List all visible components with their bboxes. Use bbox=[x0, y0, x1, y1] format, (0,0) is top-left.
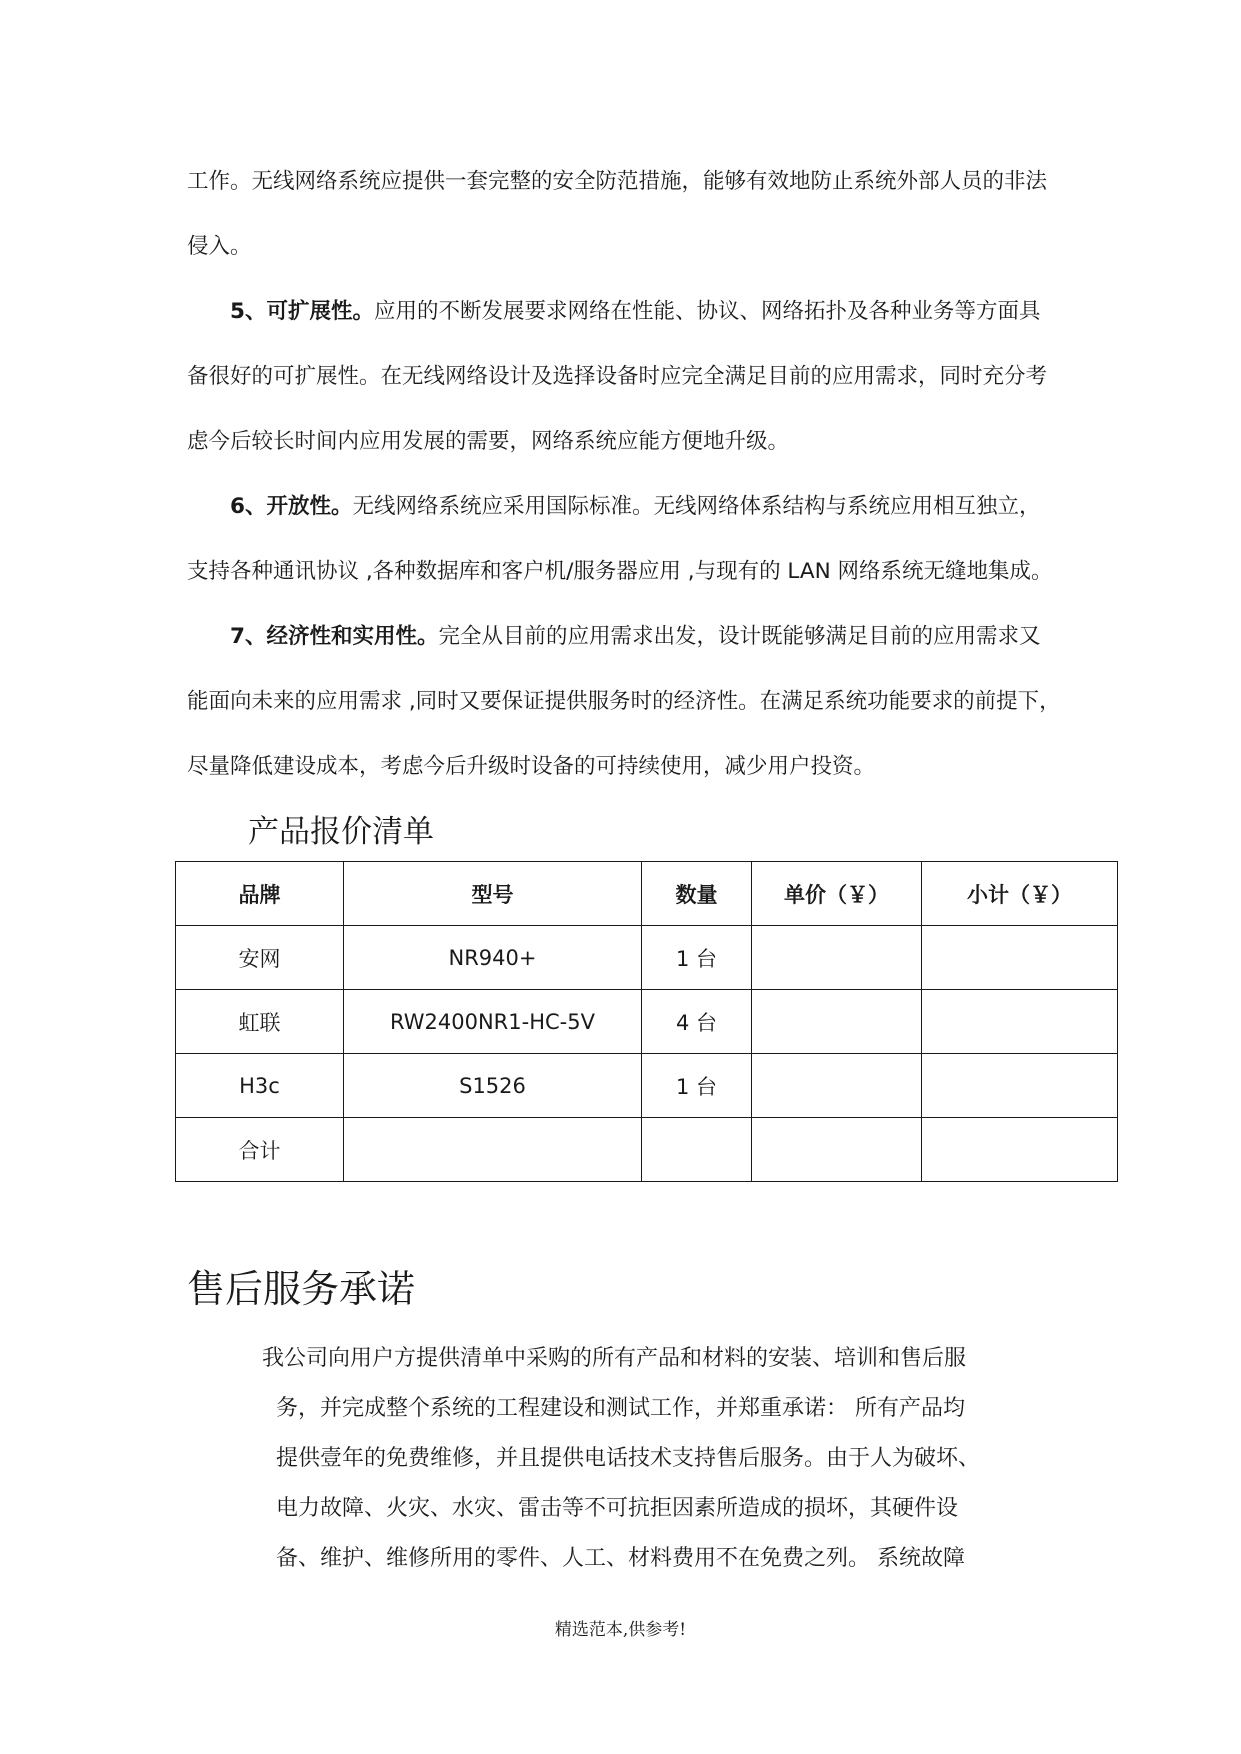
table-header-row bbox=[176, 862, 1118, 926]
paragraph-7-heading: 7、经济性和实用性。 bbox=[230, 624, 439, 649]
cell-subtotal bbox=[922, 1054, 1118, 1118]
cell-model bbox=[344, 1118, 642, 1182]
paragraph-line: 无线网络系统应采用国际标准。无线网络体系结构与系统应用相互独立， bbox=[352, 494, 1041, 519]
paragraph-6-first-line bbox=[230, 491, 1110, 523]
table-row bbox=[176, 1054, 1118, 1118]
after-sales-line: 备、维护、维修所用的零件、人工、材料费用不在免费之列。 系统故障 bbox=[276, 1546, 965, 1571]
after-sales-title: 售后服务承诺 bbox=[187, 1267, 416, 1311]
cell-quantity: 1 台 bbox=[642, 926, 752, 990]
page-footer: 精选范本,供参考! bbox=[554, 1620, 687, 1640]
paragraph-line: 应用的不断发展要求网络在性能、协议、网络拓扑及各种业务等方面具 bbox=[373, 299, 1041, 324]
cell-subtotal bbox=[922, 990, 1118, 1054]
paragraph-7-first-line bbox=[230, 621, 1110, 653]
quote-table bbox=[175, 861, 1118, 1182]
cell-unit-price bbox=[752, 926, 922, 990]
after-sales-line: 电力故障、火灾、水灾、雷击等不可抗拒因素所造成的损坏，其硬件设 bbox=[276, 1496, 959, 1521]
cell-subtotal bbox=[922, 926, 1118, 990]
cell-subtotal bbox=[922, 1118, 1118, 1182]
header-brand: 品牌 bbox=[176, 862, 344, 926]
cell-unit-price bbox=[752, 1118, 922, 1182]
table-total-row bbox=[176, 1118, 1118, 1182]
paragraph-line: 虑今后较长时间内应用发展的需要，网络系统应能方便地升级。 bbox=[187, 429, 790, 454]
paragraph-line: 侵入。 bbox=[187, 234, 252, 259]
header-model: 型号 bbox=[344, 862, 642, 926]
after-sales-line: 务，并完成整个系统的工程建设和测试工作，并郑重承诺： 所有产品均 bbox=[276, 1396, 965, 1421]
header-quantity: 数量 bbox=[642, 862, 752, 926]
paragraph-6-heading: 6、开放性。 bbox=[230, 494, 353, 519]
paragraph-5-first-line bbox=[230, 296, 1110, 328]
table-row bbox=[176, 990, 1118, 1054]
cell-unit-price bbox=[752, 990, 922, 1054]
cell-quantity: 1 台 bbox=[642, 1054, 752, 1118]
cell-model: NR940+ bbox=[344, 926, 642, 990]
header-subtotal: 小计（￥） bbox=[922, 862, 1118, 926]
paragraph-line: 能面向未来的应用需求 ,同时又要保证提供服务时的经济性。在满足系统功能要求的前提下， bbox=[187, 689, 1061, 714]
paragraph-line: 完全从目前的应用需求出发，设计既能够满足目前的应用需求又 bbox=[438, 624, 1041, 649]
cell-brand: 虹联 bbox=[176, 990, 344, 1054]
quote-section-title: 产品报价清单 bbox=[248, 814, 434, 850]
paragraph-line: 尽量降低建设成本，考虑今后升级时设备的可持续使用，减少用户投资。 bbox=[187, 754, 876, 779]
table-row bbox=[176, 926, 1118, 990]
header-unit-price: 单价（￥） bbox=[752, 862, 922, 926]
cell-quantity: 4 台 bbox=[642, 990, 752, 1054]
cell-total-label: 合计 bbox=[176, 1118, 344, 1182]
paragraph-5-heading: 5、可扩展性。 bbox=[230, 299, 374, 324]
after-sales-line: 提供壹年的免费维修，并且提供电话技术支持售后服务。由于人为破坏、 bbox=[276, 1446, 981, 1471]
cell-quantity bbox=[642, 1118, 752, 1182]
paragraph-line: 工作。无线网络系统应提供一套完整的安全防范措施，能够有效地防止系统外部人员的非法 bbox=[187, 169, 1048, 194]
cell-unit-price bbox=[752, 1054, 922, 1118]
cell-model: S1526 bbox=[344, 1054, 642, 1118]
paragraph-line: 支持各种通讯协议 ,各种数据库和客户机/服务器应用 ,与现有的 LAN 网络系统无缝地集成。 bbox=[187, 559, 1053, 584]
paragraph-line: 备很好的可扩展性。在无线网络设计及选择设备时应完全满足目前的应用需求，同时充分考 bbox=[187, 364, 1048, 389]
cell-model: RW2400NR1-HC-5V bbox=[344, 990, 642, 1054]
cell-brand: 安网 bbox=[176, 926, 344, 990]
cell-brand: H3c bbox=[176, 1054, 344, 1118]
after-sales-line: 我公司向用户方提供清单中采购的所有产品和材料的安装、培训和售后服 bbox=[262, 1346, 967, 1371]
